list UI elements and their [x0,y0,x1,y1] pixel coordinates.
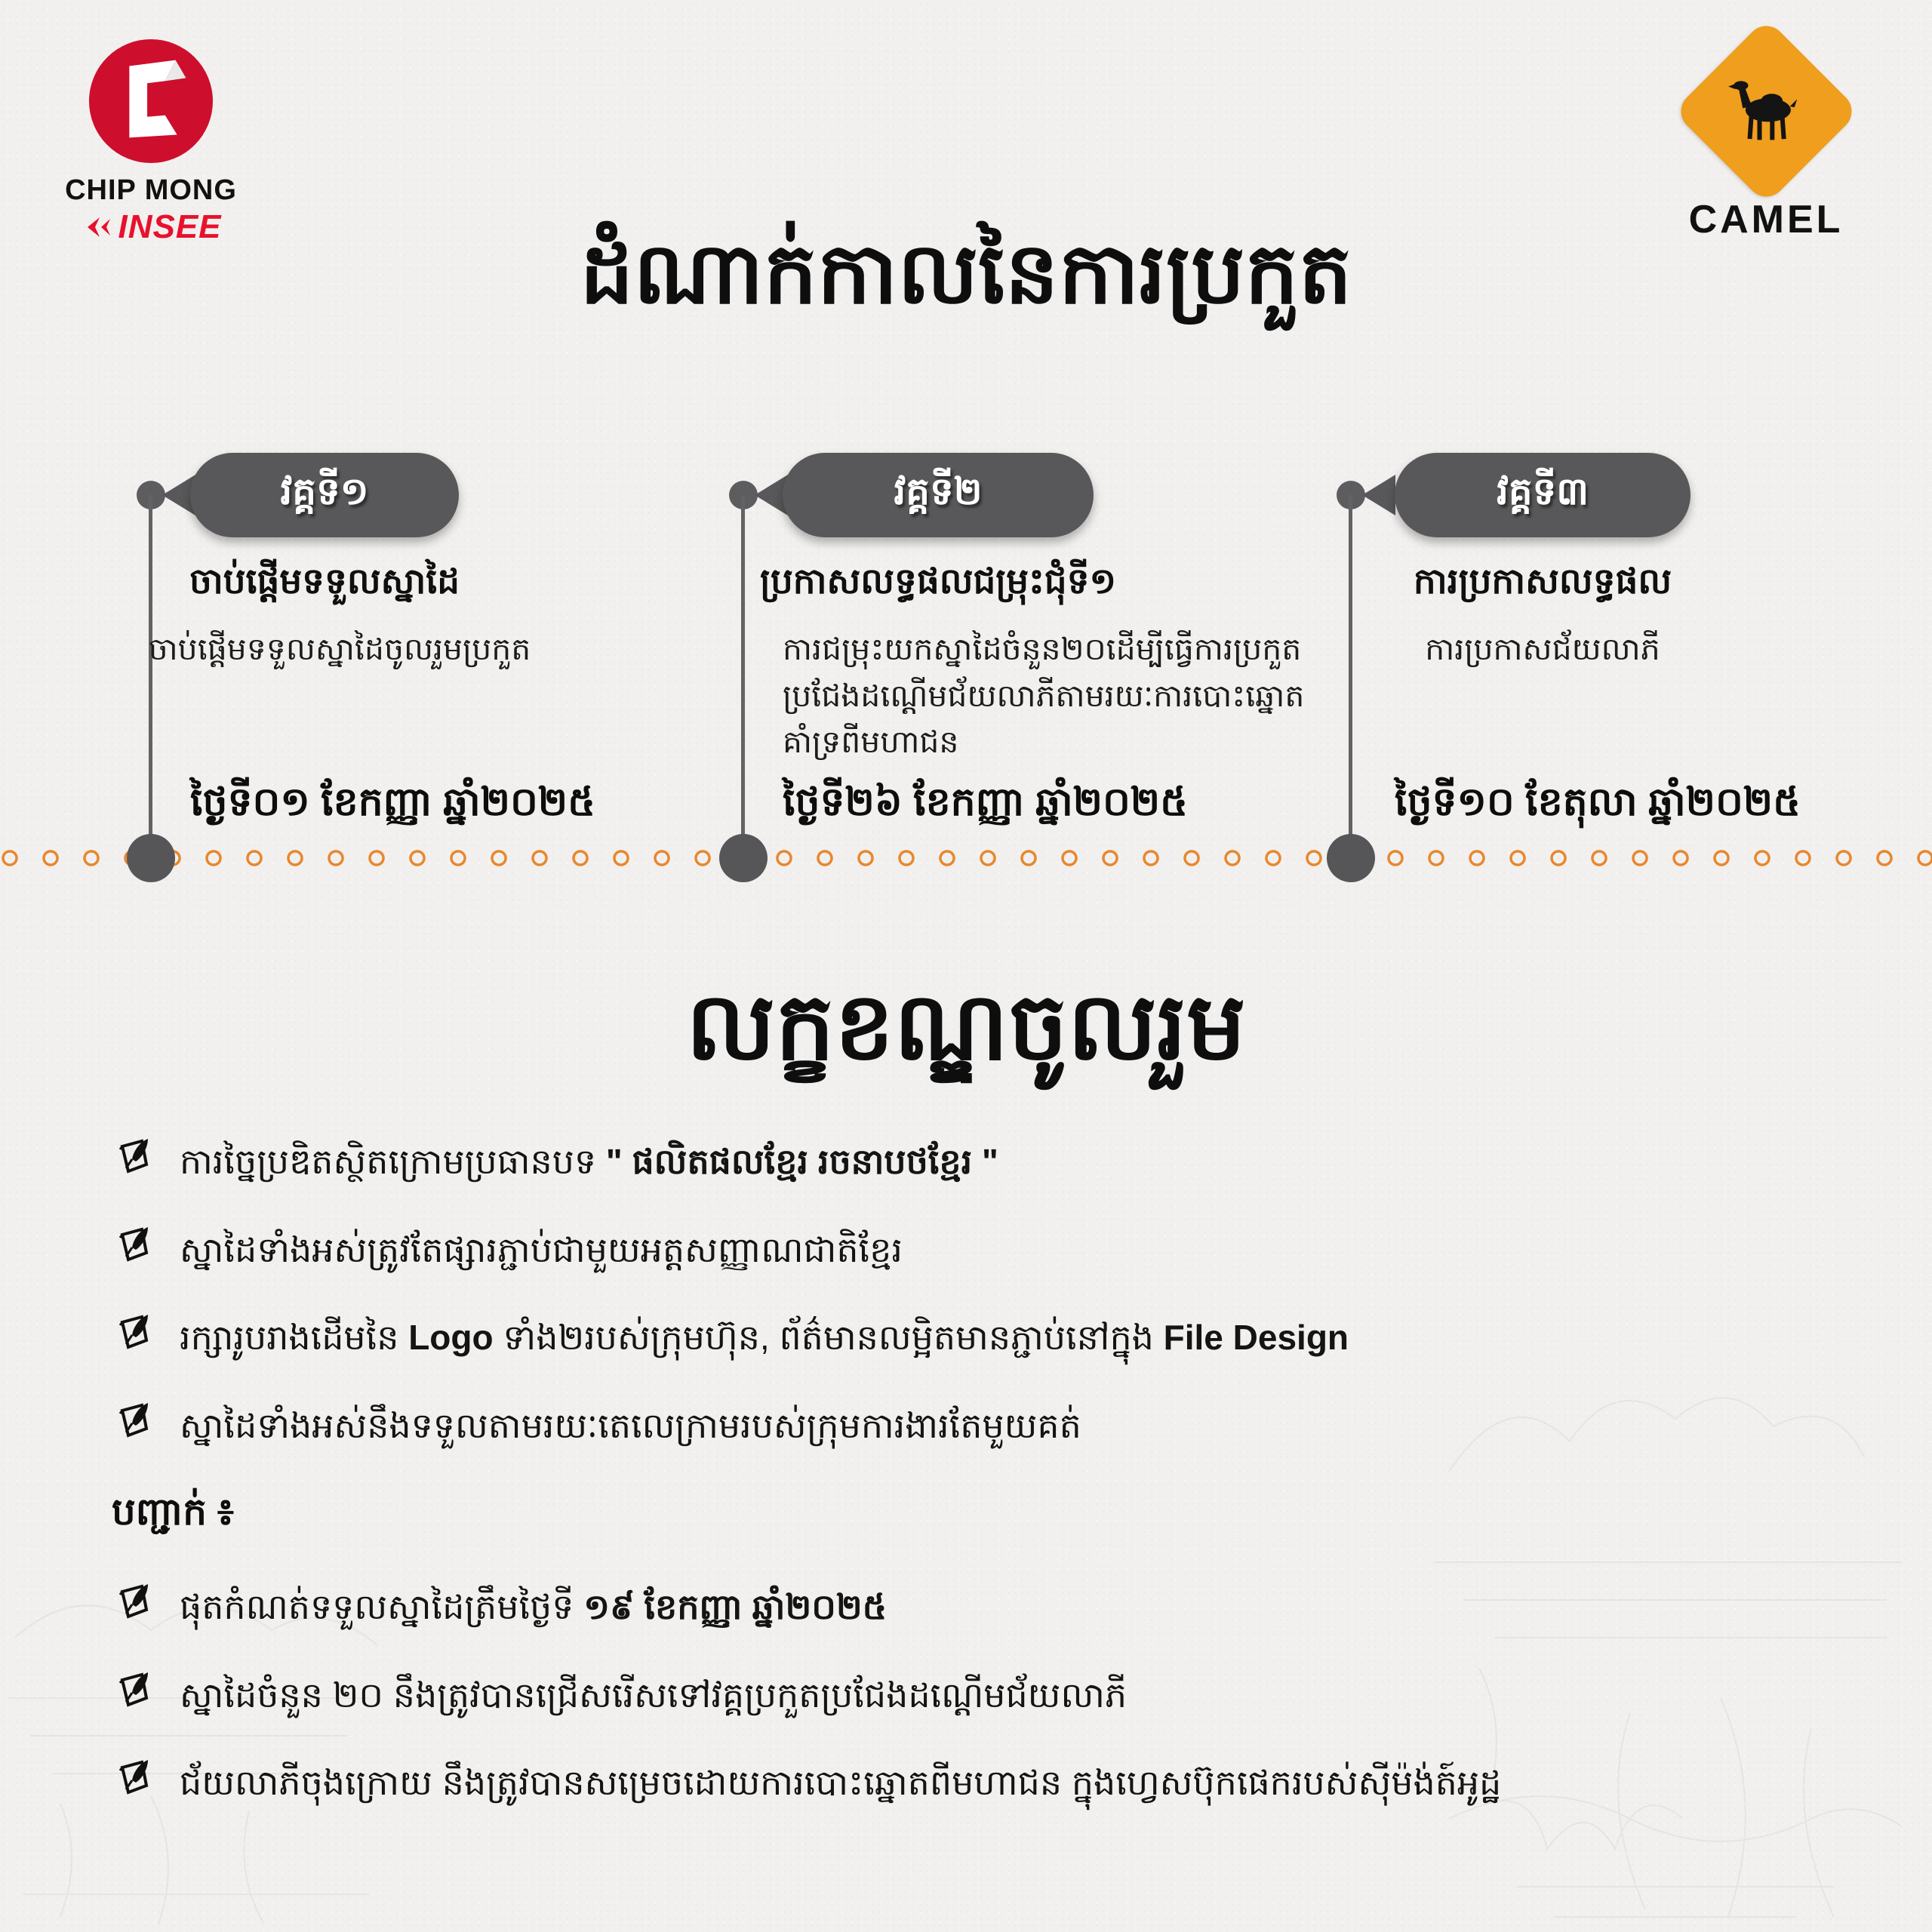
page-title: ដំណាក់កាលនៃការប្រកួត [580,226,1352,321]
camel-logo [1653,32,1879,242]
phase1-badge-pill [190,453,459,537]
phase3-body: ការប្រកាសជ័យលាភី [1425,632,1660,666]
condition-text: ស្នាដៃទាំងអស់ត្រូវតែផ្សារភ្ជាប់ជាមួយអត្តសញ្ញាណជាតិខ្មែរ [180,1229,903,1269]
quill-icon [112,1581,154,1629]
quill-icon [112,1312,154,1360]
chipmong-wordmark: CHIP MONG [65,174,237,206]
phase2-node-bullet [719,834,768,882]
note-text: ជ័យលាភីចុងក្រោយ នឹងត្រូវបានសម្រេចដោយការបោះឆ្នោតពីមហាជន ក្នុងហ្វេសប៊ុកផេករបស់ស៊ីម៉ង់ត៍អូដ្ឋ [180,1763,1502,1803]
note-item [112,1757,1840,1806]
note-text: ស្នាដៃចំនួន ២០ នឹងត្រូវបានជ្រើសរើសទៅវគ្គប្រកួតប្រជែងដណ្តើមជ័យលាភី [180,1675,1128,1715]
quill-icon [112,1669,154,1718]
phase1-subtitle: ចាប់ផ្តើមទទួលស្នាដៃ [189,561,460,601]
phase3-badge-pill [1395,453,1690,537]
phase3-node-bullet [1327,834,1375,882]
condition-item [112,1400,1840,1449]
quill-icon [112,1136,154,1184]
condition-item [112,1312,1840,1361]
condition-text: ការច្នៃប្រឌិតស្ថិតក្រោមប្រធានបទ " ផលិតផលខ្មែរ រចនាបថខ្មែរ " [180,1142,998,1181]
condition-text: ស្នាដៃទាំងអស់នឹងទទួលតាមរយៈតេលេក្រាមរបស់ក្រុមការងារតែមួយគត់ [180,1406,1081,1446]
phase1-body: ចាប់ផ្តើមទទួលស្នាដៃចូលរួមប្រកួត [148,632,531,666]
condition-item [112,1136,1840,1185]
note-item [112,1581,1840,1630]
phase3-date: ថ្ងៃទី១០ ខែតុលា ឆ្នាំ២០២៥ [1395,780,1801,824]
phase3-pointer [1362,475,1395,515]
phase2-badge-pill [783,453,1094,537]
phase3-badge: វគ្គទី៣ [1496,469,1589,512]
note-label: បញ្ជាក់ ៖ [112,1490,234,1533]
phase1-node-line [149,495,152,858]
phase2-body: ការជម្រុះយកស្នាដៃចំនួន២០ដើម្បីធ្វើការប្រកួតប្រជែងដណ្តើមជ័យលាភីតាមរយៈការបោះឆ្នោតគាំទ្រពីមហាជន [783,632,1305,759]
phase2-subtitle: ប្រកាសលទ្ធផលជម្រុះជុំទី១ [759,561,1117,601]
phase1-date: ថ្ងៃទី០១ ខែកញ្ញា ឆ្នាំ២០២៥ [190,780,595,824]
conditions-title: លក្ខខណ្ឌចូលរួម [686,975,1246,1079]
chipmong-mark-icon [88,38,214,165]
phase1-badge: វគ្គទី១ [280,469,369,512]
chipmong-insee-logo [53,38,249,246]
phase2-node-line [741,495,745,858]
note-item [112,1669,1840,1718]
quill-icon [112,1400,154,1448]
condition-text: រក្សារូបរាងដើមនៃ Logo ទាំង២របស់ក្រុមហ៊ុន, ព័ត៌មានលម្អិតមានភ្ជាប់នៅក្នុង File Design [180,1318,1349,1358]
phase1-node-bullet [127,834,175,882]
camel-diamond [1672,18,1859,205]
camel-wordmark: CAMEL [1688,198,1844,242]
note-text: ផុតកំណត់ទទួលស្នាដៃត្រឹមថ្ងៃទី ១៩ ខែកញ្ញា ឆ្នាំ២០២៥ [180,1586,888,1626]
phase2-badge: វគ្គទី២ [894,469,983,512]
phase2-date: ថ្ងៃទី២៦ ខែកញ្ញា ឆ្នាំ២០២៥ [783,780,1188,824]
insee-wordmark: INSEE [53,208,249,246]
camel-icon [1721,66,1811,157]
timeline-dotted-line [0,848,1932,868]
condition-item [112,1224,1840,1273]
conditions-list [112,1136,1840,1845]
quill-icon [112,1757,154,1805]
quill-icon [112,1224,154,1272]
phase3-node-line [1349,495,1352,858]
phase3-subtitle: ការប្រកាសលទ្ធផល [1413,561,1672,601]
